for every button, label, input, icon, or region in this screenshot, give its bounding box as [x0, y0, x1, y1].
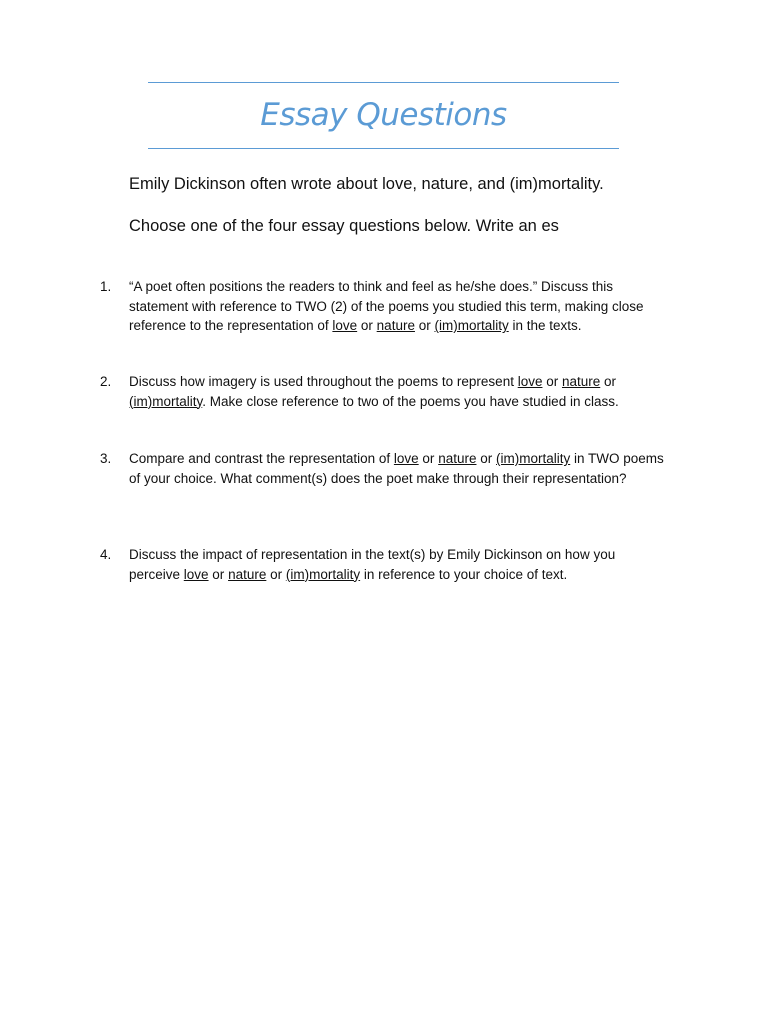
question-text-segment: or — [600, 374, 617, 389]
question-text-segment: or — [542, 374, 562, 389]
keyword-nature: nature — [376, 318, 415, 333]
question-number: 1. — [100, 279, 112, 294]
question-text — [129, 449, 669, 488]
question-text — [129, 545, 669, 584]
question-number: 4. — [100, 547, 112, 562]
keyword-love: love — [393, 451, 419, 466]
question-text-segment: Discuss how imagery is used throughout the poems to represent — [129, 374, 518, 389]
question-text-segment: or — [418, 451, 439, 466]
keyword-nature: nature — [561, 374, 601, 389]
question-text-segment: or — [357, 318, 377, 333]
question-text-segment: or — [414, 318, 435, 333]
question-text-segment: in the texts. — [508, 318, 582, 333]
question-text-segment: in reference to your choice of text. — [360, 566, 568, 582]
page-title: Essay Questions — [260, 97, 507, 133]
keyword-love: love — [517, 374, 543, 389]
intro-paragraph: Emily Dickinson often wrote about love, nature, and (im)mortality. — [129, 175, 604, 193]
question-text-segment: “A poet often positions the readers to think and feel as he/she does.” Discuss this statement with reference to TWO (2) of the poems you studied this term, making close reference to the representation of — [129, 279, 644, 333]
question-text-segment: or — [266, 566, 286, 582]
question-text-segment: or — [208, 566, 229, 582]
question-text-segment: . Make close reference to two of the poems you have studied in class. — [202, 393, 619, 409]
title-top-rule — [148, 82, 619, 83]
keyword-love: love — [332, 318, 358, 333]
question-text-segment: Compare and contrast the representation of — [129, 451, 394, 466]
title-bottom-rule — [148, 148, 619, 149]
question-text-segment: Discuss the impact of representation in the text(s) by Emily Dickinson on how you perceive — [129, 547, 616, 582]
question-text — [129, 277, 669, 336]
question-text-segment: or — [476, 451, 496, 466]
keyword-immortality: (im)mortality — [495, 451, 571, 466]
instruction-paragraph: Choose one of the four essay questions below. Write an es — [129, 217, 559, 235]
question-number: 2. — [100, 374, 112, 389]
question-text — [129, 372, 669, 411]
keyword-immortality: (im)mortality — [129, 393, 203, 409]
keyword-immortality: (im)mortality — [285, 566, 361, 582]
question-text-segment: in TWO poems of your choice. What comment(s) does the poet make through their representation? — [129, 451, 664, 486]
keyword-love: love — [183, 566, 209, 582]
keyword-immortality: (im)mortality — [434, 318, 509, 333]
question-number: 3. — [100, 451, 112, 466]
keyword-nature: nature — [438, 451, 477, 466]
keyword-nature: nature — [228, 566, 267, 582]
